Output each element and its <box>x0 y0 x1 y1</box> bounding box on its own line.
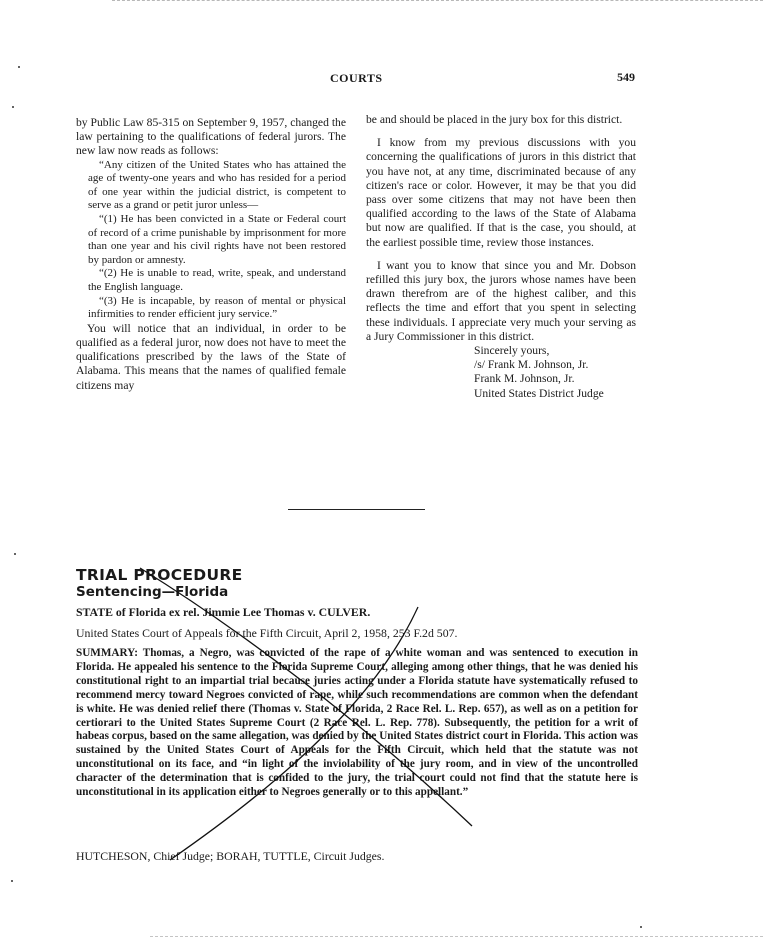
page-number: 549 <box>617 70 635 84</box>
scan-speck <box>14 553 16 555</box>
running-head: COURTS <box>330 71 383 85</box>
section-subtitle: Sentencing—Florida <box>76 584 229 600</box>
right-paragraph: I know from my previous discussions with you concerning the qualifications of jurors in this district that you have not, at any time, discriminated because of any citizen's race or color. However, it may be that you did pass over some citizens that may not have been then qualified according to the laws of the State of Alabama but now are qualified. If that is the case, you should, at the earliest possible time, review those instances. <box>366 136 636 249</box>
left-column <box>76 116 346 393</box>
case-summary <box>76 647 638 800</box>
right-continuation: be and should be placed in the jury box for this district. <box>366 113 623 126</box>
quote-paragraph: “(1) He has been convicted in a State or Federal court of record of a crime punishable by imprisonment for more than one year and his civil rights have not been restored by pardon or amnesty. <box>88 212 346 266</box>
judges-line: HUTCHESON, Chief Judge; BORAH, TUTTLE, Circuit Judges. <box>76 849 385 863</box>
scan-speck <box>11 880 13 882</box>
section-divider <box>288 509 425 510</box>
left-intro: by Public Law 85-315 on September 9, 1957, changed the law pertaining to the qualifications of federal jurors. The new law now reads as follows: <box>76 116 346 158</box>
signature-name: Frank M. Johnson, Jr. <box>474 372 575 386</box>
summary-text: SUMMARY: Thomas, a Negro, was convicted of the rape of a white woman and was sentenced to execution in Florida. He appealed his sentence to the Florida Supreme Court, alleging among other things, that he was denied his constitutional right to an impartial trial because juries acting under a Florida statute have systematically refused to recommend mercy toward Negroes convicted of rape, while such recommendations are common when the defendant is white. He was denied relief there (Thomas v. State of Florida, 2 Race Rel. L. Rep. 657), as well as on a petition for certiorari to the United States Supreme Court (2 Race Rel. L. Rep. 778). Subsequently, the petition for a writ of habeas corpus, based on the same allegation, was denied by the United States district court in Florida. This action was sustained by the United States Court of Appeals for the Fifth Circuit, which held that the statute was not unconstitutional on its face, and “in light of the inviolability of the jury room, and in view of the uncontrolled character of the determination that is confided to the jury, the trial court could not find that the statute here is unconstitutional in its application either to Negroes generally or to this appellant.” <box>76 647 638 799</box>
section-title: TRIAL PROCEDURE <box>76 566 243 584</box>
statute-quote <box>88 159 346 322</box>
quote-paragraph: “(2) He is unable to read, write, speak, and understand the English language. <box>88 267 346 293</box>
signature-signed: /s/ Frank M. Johnson, Jr. <box>474 358 589 372</box>
scan-speck <box>12 106 14 108</box>
scan-bottom-edge <box>150 936 763 937</box>
court-citation: United States Court of Appeals for the Fifth Circuit, April 2, 1958, 253 F.2d 507. <box>76 626 458 640</box>
left-after-quote: You will notice that an individual, in order to be qualified as a federal juror, now does not have to meet the qualifications prescribed by the laws of the State of Alabama. This means that the names of qualified female citizens may <box>76 321 346 392</box>
scan-speck <box>640 926 642 928</box>
scan-top-edge <box>112 0 763 1</box>
signature-title: United States District Judge <box>474 386 604 400</box>
scan-speck <box>18 66 20 68</box>
signature-closing: Sincerely yours, <box>474 344 550 358</box>
signature-block <box>474 344 636 401</box>
case-title: STATE of Florida ex rel. Jimmie Lee Thomas v. CULVER. <box>76 605 371 619</box>
quote-paragraph: “(3) He is incapable, by reason of mental or physical infirmities to render efficient jury service.” <box>88 294 346 321</box>
right-column <box>366 113 636 401</box>
quote-paragraph: “Any citizen of the United States who has attained the age of twenty-one years and who has resided for a period of one year within the judicial district, is competent to serve as a grand or petit juror unless— <box>88 158 346 212</box>
right-paragraph: I want you to know that since you and Mr. Dobson refilled this jury box, the jurors whose names have been drawn therefrom are of the highest caliber, and this reflects the time and effort that you spent in selecting these individuals. I appreciate very much your serving as a Jury Commissioner in this district. <box>366 258 636 343</box>
